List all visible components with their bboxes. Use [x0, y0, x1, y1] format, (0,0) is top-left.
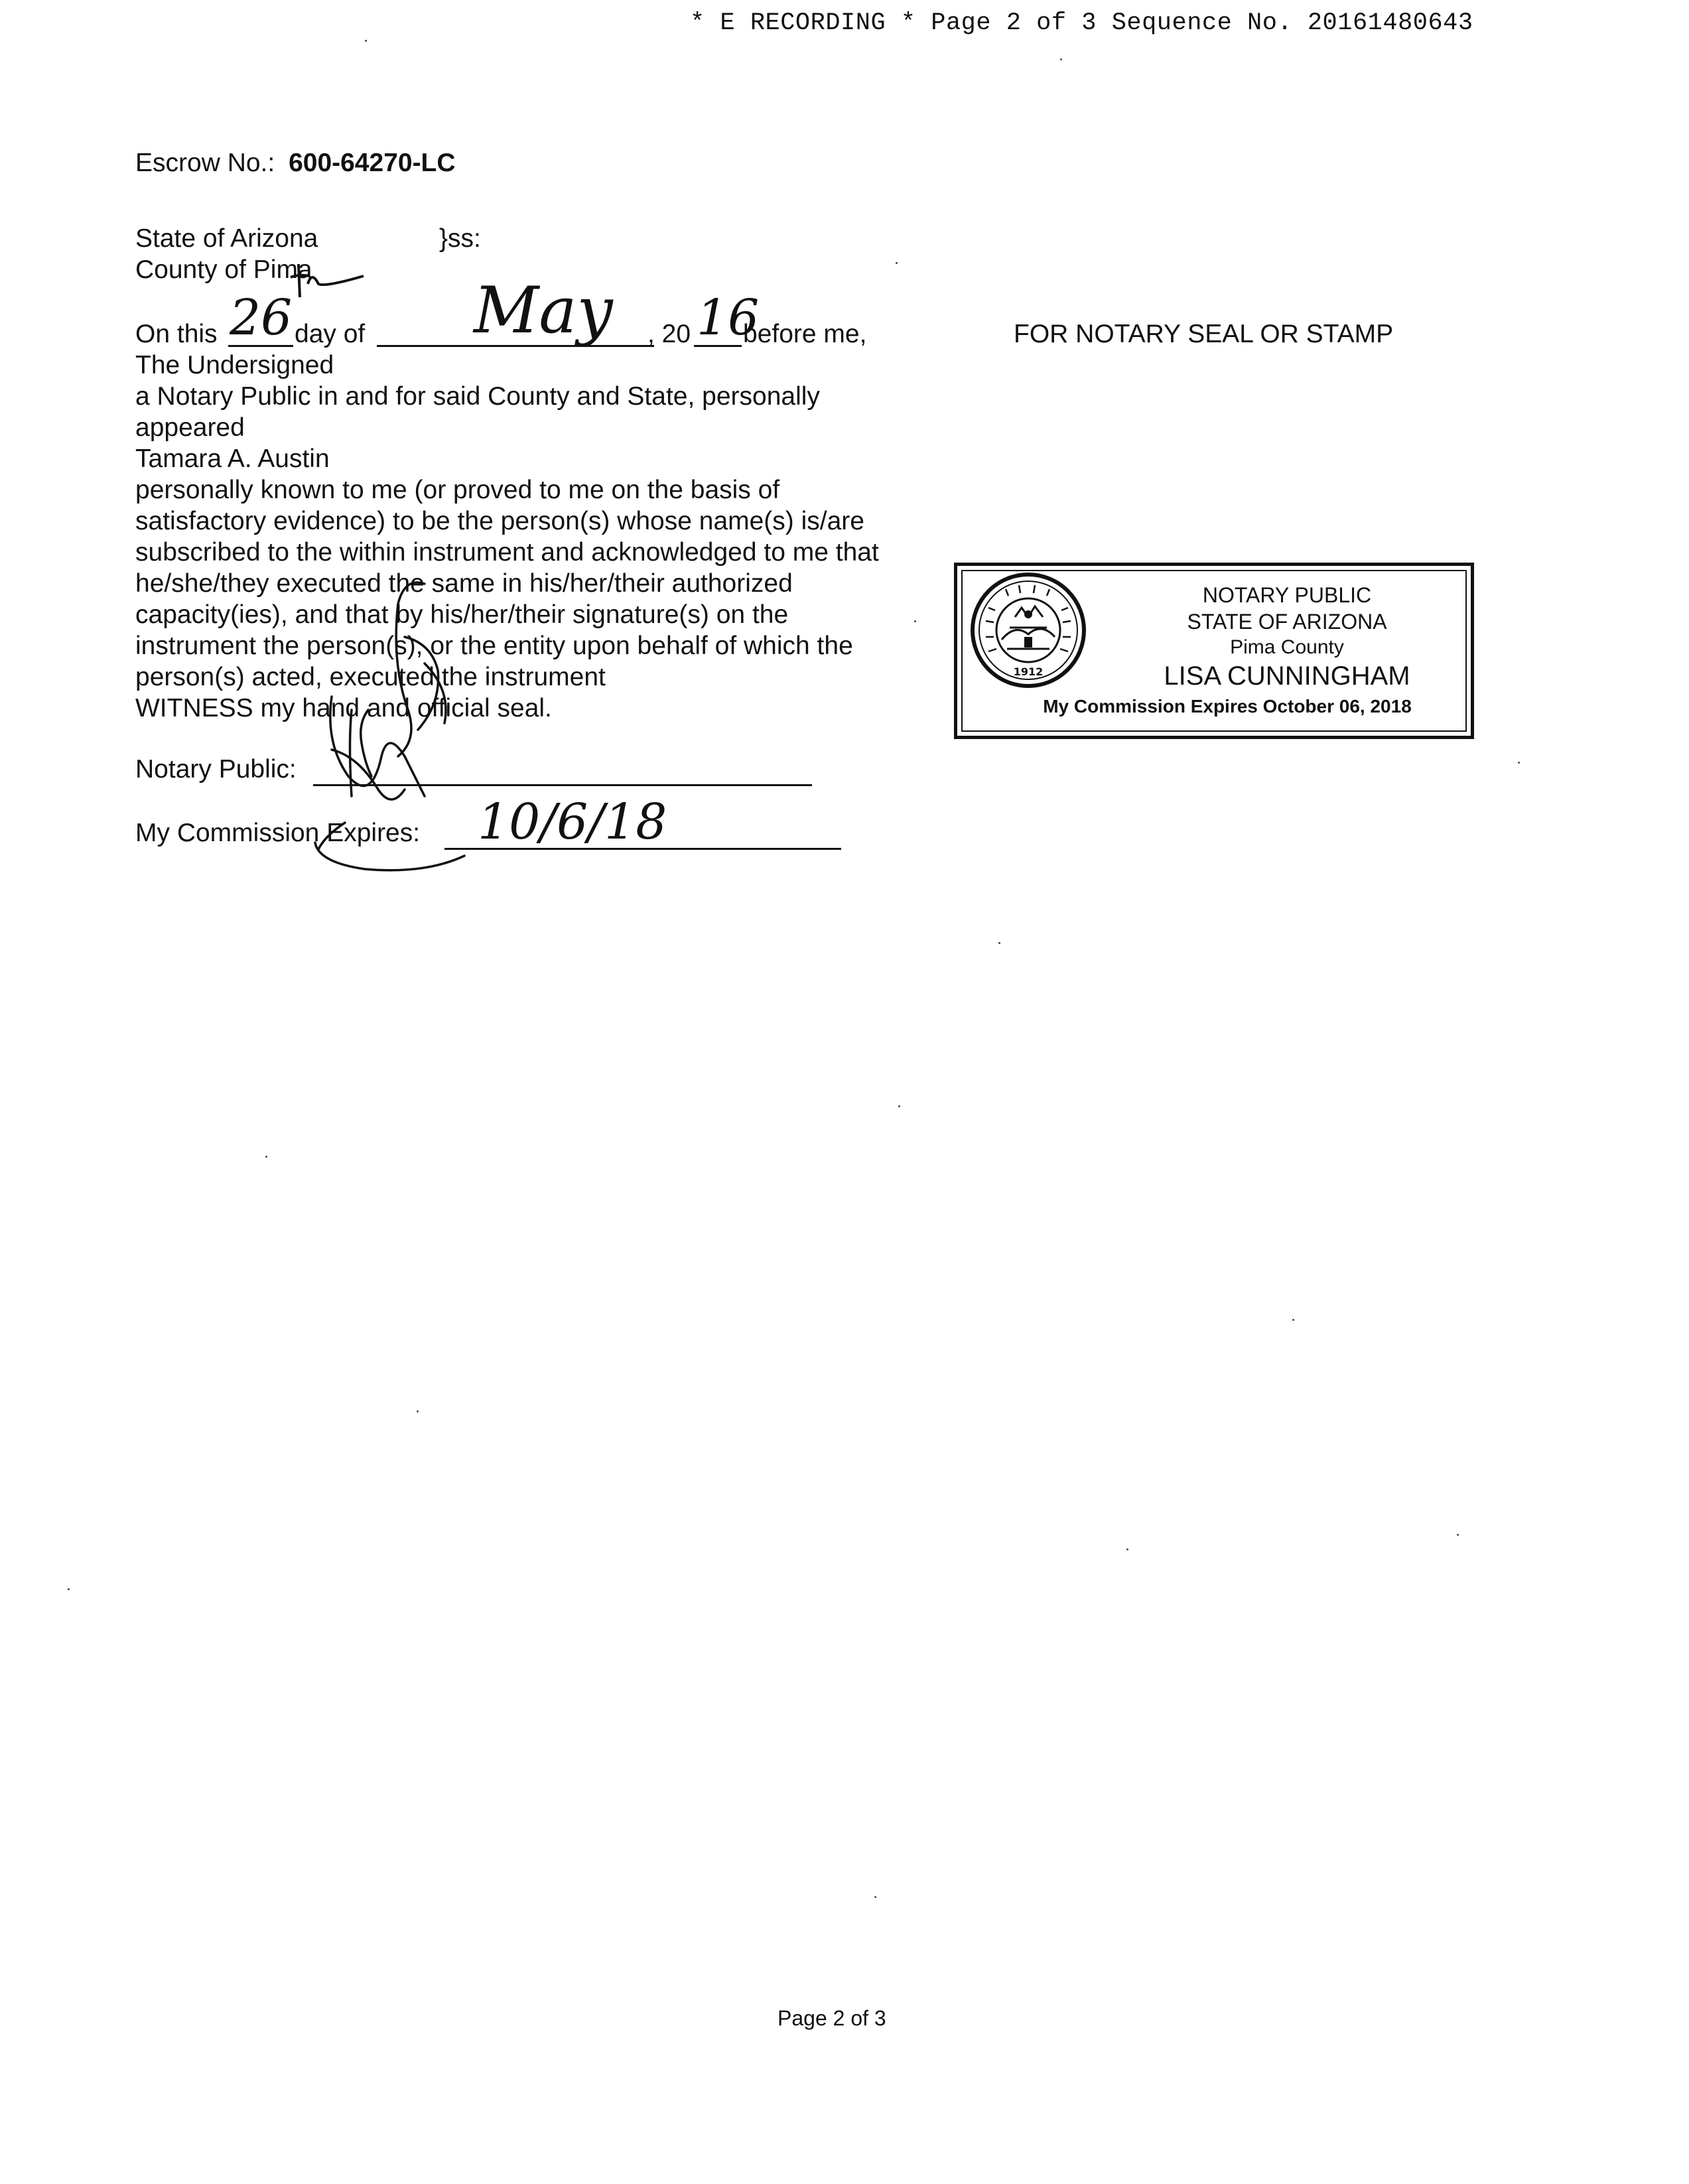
stamp-county: Pima County: [1230, 636, 1344, 658]
on-this-label: On this: [135, 320, 218, 348]
scan-speck: [1126, 1548, 1128, 1550]
scan-speck: [1292, 1319, 1294, 1321]
handwritten-day: 26: [230, 289, 293, 346]
stamp-notary-name: LISA CUNNINGHAM: [1164, 661, 1410, 691]
scan-speck: [998, 942, 1000, 944]
notary-public-label: Notary Public:: [135, 755, 297, 784]
scan-speck: [914, 620, 916, 622]
escrow-line: [135, 147, 456, 178]
stamp-title: NOTARY PUBLIC: [1202, 583, 1372, 607]
scan-speck: [1518, 762, 1520, 764]
scan-speck: [898, 1105, 900, 1107]
scan-speck: [417, 1410, 419, 1412]
before-me-label: before me,: [743, 320, 867, 348]
arizona-seal-icon: [969, 571, 1088, 690]
seal-area-label: FOR NOTARY SEAL OR STAMP: [1014, 320, 1394, 348]
venue-ss: }ss:: [439, 224, 481, 253]
recording-header: * E RECORDING * Page 2 of 3 Sequence No. 20161480643: [690, 9, 1473, 37]
handwritten-month: May: [474, 273, 613, 348]
stamp-state: STATE OF ARIZONA: [1187, 610, 1387, 634]
scan-speck: [265, 1156, 267, 1158]
seal-year: 1912: [1013, 665, 1044, 678]
scan-speck: [68, 1588, 70, 1590]
scan-speck: [1457, 1534, 1459, 1536]
ack-line-10: capacity(ies), and that by his/her/their signature(s) on the: [135, 600, 789, 629]
notary-signature: [252, 557, 478, 889]
day-of-label: day of: [295, 320, 366, 348]
ack-line-12: person(s) acted, executed the instrument: [135, 663, 606, 691]
ack-line-6: personally known to me (or proved to me on the basis of: [135, 476, 780, 504]
handwritten-year: 16: [697, 289, 760, 346]
scan-speck: [1060, 58, 1062, 60]
scan-speck: [896, 262, 898, 264]
ack-line-11: instrument the person(s), or the entity upon behalf of which the: [135, 632, 853, 660]
stamp-expiration: My Commission Expires October 06, 2018: [1043, 696, 1412, 717]
ack-line-9: he/she/they executed the same in his/her/their authorized: [135, 569, 793, 598]
escrow-number: 600-64270-LC: [289, 149, 456, 177]
venue-state: State of Arizona: [135, 224, 318, 253]
venue-county: County of Pima: [135, 255, 312, 284]
handwritten-th-mark: [285, 257, 372, 304]
commission-label: My Commission Expires:: [135, 819, 421, 847]
year-prefix: , 20: [647, 320, 691, 348]
scan-speck: [874, 1896, 876, 1898]
ack-line-13: WITNESS my hand and official seal.: [135, 694, 552, 722]
ack-signer-name: Tamara A. Austin: [135, 444, 330, 473]
page-footer: Page 2 of 3: [777, 2006, 886, 2030]
ack-line-7: satisfactory evidence) to be the person(s) whose name(s) is/are: [135, 507, 864, 535]
scan-speck: [365, 40, 367, 42]
escrow-label: Escrow No.:: [135, 149, 275, 177]
ack-line-4: appeared: [135, 413, 245, 442]
handwritten-commission-date: 10/6/18: [478, 793, 667, 851]
ack-line-3: a Notary Public in and for said County and State, personally: [135, 382, 820, 411]
ack-undersigned: The Undersigned: [135, 351, 334, 379]
ack-line-8: subscribed to the within instrument and acknowledged to me that: [135, 538, 879, 567]
